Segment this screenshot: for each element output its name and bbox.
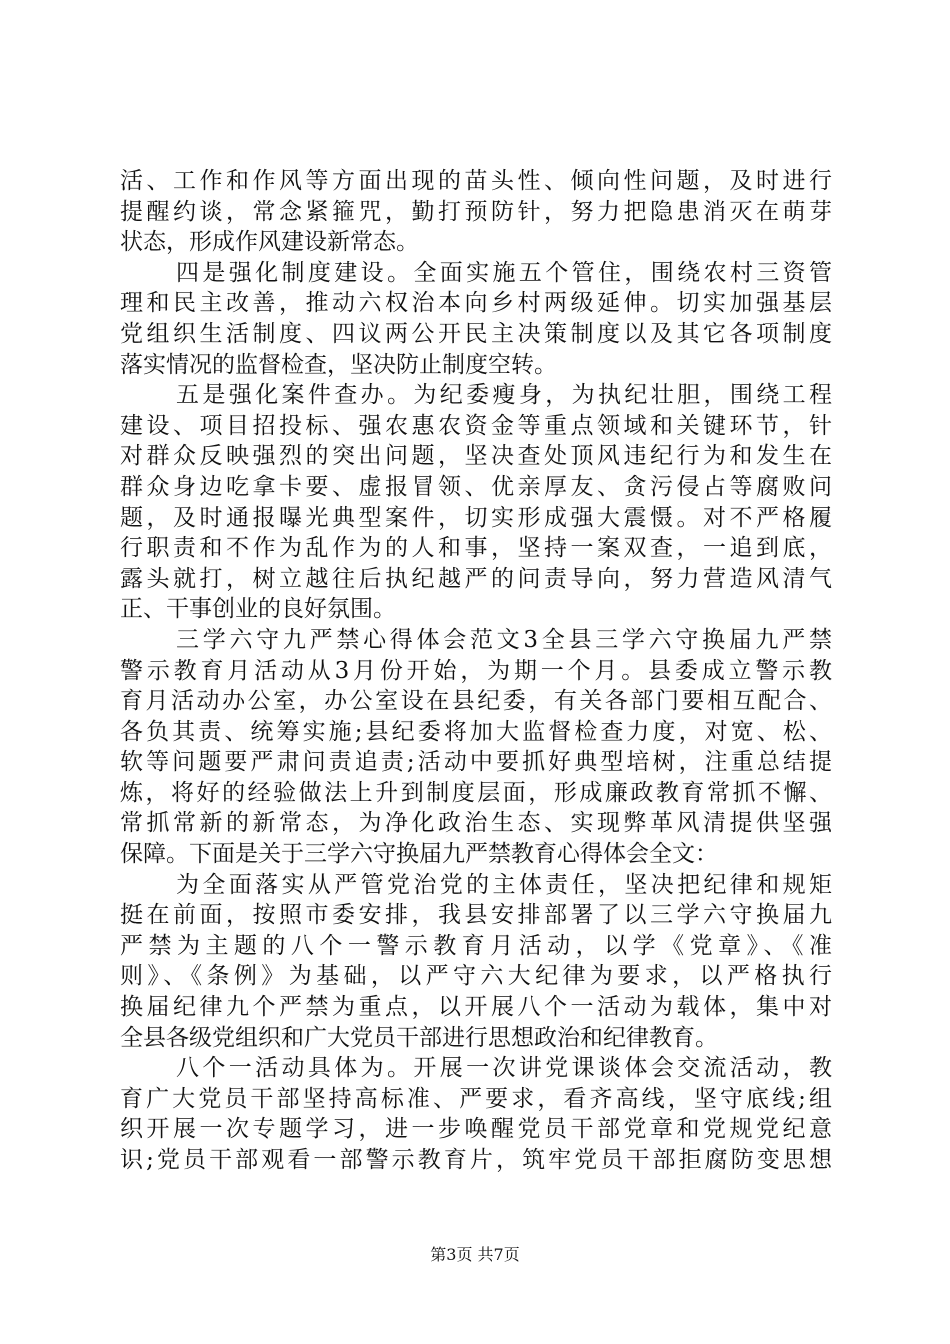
text-line: 织开展一次专题学习，进一步唤醒党员干部党章和党规党纪意 xyxy=(120,1116,832,1143)
text-line: 育月活动办公室，办公室设在县纪委，有关各部门要相互配合、 xyxy=(120,688,832,715)
page-footer: 第3页 共7页 xyxy=(430,1245,520,1264)
text-line: 落实情况的监督检查，坚决防止制度空转。 xyxy=(120,351,557,378)
text-line: 为全面落实从严管党治党的主体责任，坚决把纪律和规矩 xyxy=(176,871,832,898)
text-line: 状态，形成作风建设新常态。 xyxy=(120,229,419,256)
text-line: 理和民主改善，推动六权治本向乡村两级延伸。切实加强基层 xyxy=(120,290,832,317)
text-line: 三学六守九严禁心得体会范文3全县三学六守换届九严禁 xyxy=(176,626,832,653)
text-line: 题，及时通报曝光典型案件，切实形成强大震慑。对不严格履 xyxy=(120,504,832,531)
text-line: 露头就打，树立越往后执纪越严的问责导向，努力营造风清气 xyxy=(120,565,832,592)
document-body xyxy=(120,166,832,1176)
text-line: 活、工作和作风等方面出现的苗头性、倾向性问题，及时进行 xyxy=(120,168,832,194)
text-line: 警示教育月活动从3月份开始，为期一个月。县委成立警示教 xyxy=(120,657,832,684)
text-line: 四是强化制度建设。全面实施五个管住，围绕农村三资管 xyxy=(176,259,832,286)
text-line: 八个一活动具体为。开展一次讲党课谈体会交流活动，教 xyxy=(176,1055,832,1082)
text-line: 则》、《条例》为基础，以严守六大纪律为要求，以严格执行 xyxy=(120,963,832,990)
text-line: 各负其责、统筹实施;县纪委将加大监督检查力度，对宽、松、 xyxy=(120,718,832,745)
text-line: 保障。下面是关于三学六守换届九严禁教育心得体会全文： xyxy=(120,841,718,868)
text-line: 严禁为主题的八个一警示教育月活动，以学《党章》、《准 xyxy=(120,932,832,959)
text-line: 五是强化案件查办。为纪委瘦身，为执纪壮胆，围绕工程 xyxy=(176,382,832,409)
text-line: 软等问题要严肃问责追责;活动中要抓好典型培树，注重总结提 xyxy=(120,749,832,776)
text-line: 群众身边吃拿卡要、虚报冒领、优亲厚友、贪污侵占等腐败问 xyxy=(120,473,832,500)
text-line: 挺在前面，按照市委安排，我县安排部署了以三学六守换届九 xyxy=(120,902,832,929)
text-line: 对群众反映强烈的突出问题，坚决查处顶风违纪行为和发生在 xyxy=(120,443,832,470)
text-line: 正、干事创业的良好氛围。 xyxy=(120,596,396,623)
text-line: 识;党员干部观看一部警示教育片，筑牢党员干部拒腐防变思想 xyxy=(120,1147,832,1173)
text-line: 党组织生活制度、四议两公开民主决策制度以及其它各项制度 xyxy=(120,320,832,347)
text-line: 换届纪律九个严禁为重点，以开展八个一活动为载体，集中对 xyxy=(120,994,832,1021)
text-line: 炼，将好的经验做法上升到制度层面，形成廉政教育常抓不懈、 xyxy=(120,779,832,806)
text-line: 育广大党员干部坚持高标准、严要求，看齐高线，坚守底线;组 xyxy=(120,1085,832,1112)
text-line: 提醒约谈，常念紧箍咒，勤打预防针，努力把隐患消灭在萌芽 xyxy=(120,198,832,225)
text-line: 建设、项目招投标、强农惠农资金等重点领域和关键环节，针 xyxy=(120,412,832,439)
text-line: 行职责和不作为乱作为的人和事，坚持一案双查，一追到底， xyxy=(120,535,832,562)
text-line: 全县各级党组织和广大党员干部进行思想政治和纪律教育。 xyxy=(120,1024,718,1051)
text-line: 常抓常新的新常态，为净化政治生态、实现弊革风清提供坚强 xyxy=(120,810,832,837)
